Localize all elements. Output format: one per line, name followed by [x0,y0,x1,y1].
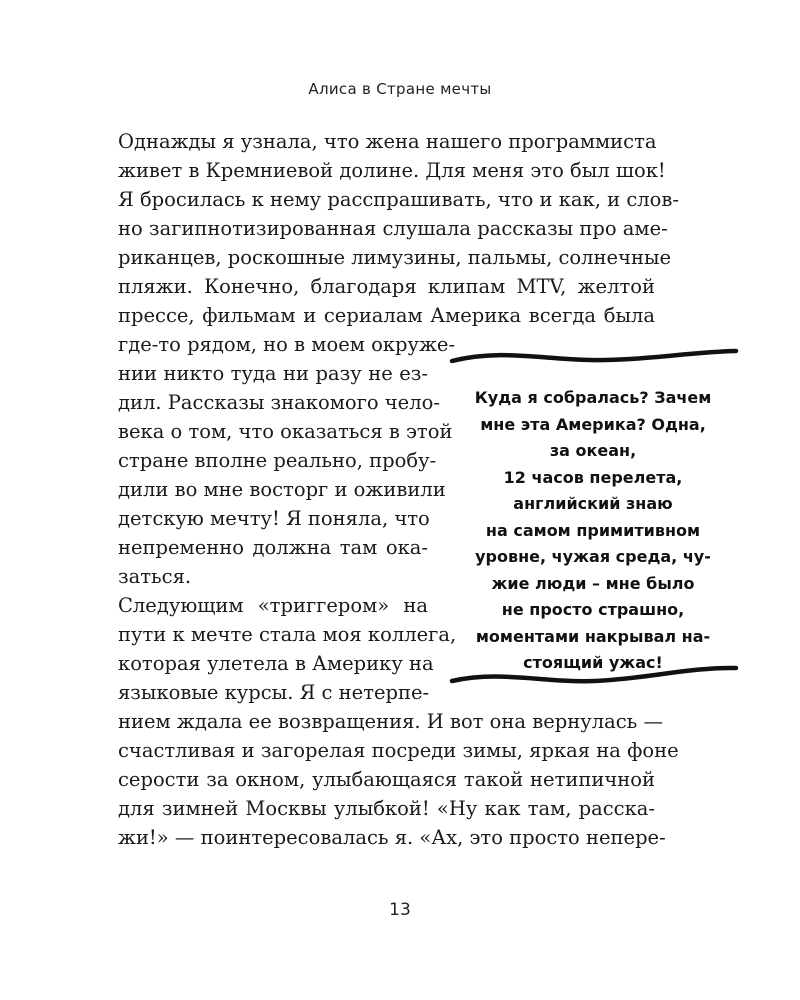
body-line: пляжи. Конечно, благодаря клипам MTV, желтой [118,275,655,298]
pull-quote-line: стоящий ужас! [523,653,663,672]
body-line: серости за окном, улыбающаяся такой нетипичной [118,768,655,791]
pull-quote-line: моментами накрывал на- [475,626,711,646]
pull-quote-line: не просто страшно, [501,600,685,619]
pull-quote-line: английский знаю [513,494,673,513]
body-line: пути к мечте стала моя коллега, [118,623,457,646]
body-line: нием ждала ее возвращения. И вот она вернулась — [118,710,663,733]
body-line: где-то рядом, но в моем окруже- [118,333,456,356]
body-line: века о том, что оказаться в этой [118,420,453,443]
pull-quote-line: 12 часов перелета, [503,467,683,487]
body-line: заться. [118,565,192,588]
body-line: Однажды я узнала, что жена нашего программиста [118,130,657,153]
pull-quote-line: жие люди – мне было [491,573,695,593]
body-line: но загипнотизированная слушала рассказы про аме- [118,217,668,240]
body-line: непременно должна там ока- [118,536,428,559]
pull-quote-line: Куда я собралась? Зачем [474,388,712,407]
body-line: которая улетела в Америку на [118,652,434,675]
body-line: жи!» — поинтересовалась я. «Ах, это просто непере- [118,826,666,849]
pull-quote-line: за океан, [549,441,637,460]
page-number: 13 [389,900,411,920]
body-line: прессе, фильмам и сериалам Америка всегда была [118,304,655,327]
running-header: Алиса в Стране мечты [308,80,492,98]
body-line: риканцев, роскошные лимузины, пальмы, солнечные [118,246,672,269]
body-line: для зимней Москвы улыбкой! «Ну как там, расска- [118,797,655,820]
wave-rule-top [452,351,736,361]
pull-quote-line: на самом примитивном [485,520,701,540]
body-line: языковые курсы. Я с нетерпе- [118,681,430,704]
body-line: счастливая и загорелая посреди зимы, яркая на фоне [118,739,679,762]
pull-quote-line: уровне, чужая среда, чу- [475,547,711,566]
body-line: живет в Кремниевой долине. Для меня это был шок! [118,159,666,182]
body-line: стране вполне реально, пробу- [118,449,437,472]
body-line: дил. Рассказы знакомого чело- [118,391,440,414]
pull-quote-line: мне эта Америка? Одна, [480,414,706,434]
body-line: детскую мечту! Я поняла, что [118,507,430,530]
pull-quote [450,385,736,677]
body-line: нии никто туда ни разу не ез- [118,362,428,385]
body-line: Следующим «триггером» на [118,594,428,617]
body-line: Я бросилась к нему расспрашивать, что и как, и слов- [118,188,679,211]
body-line: дили во мне восторг и оживили [118,478,446,501]
